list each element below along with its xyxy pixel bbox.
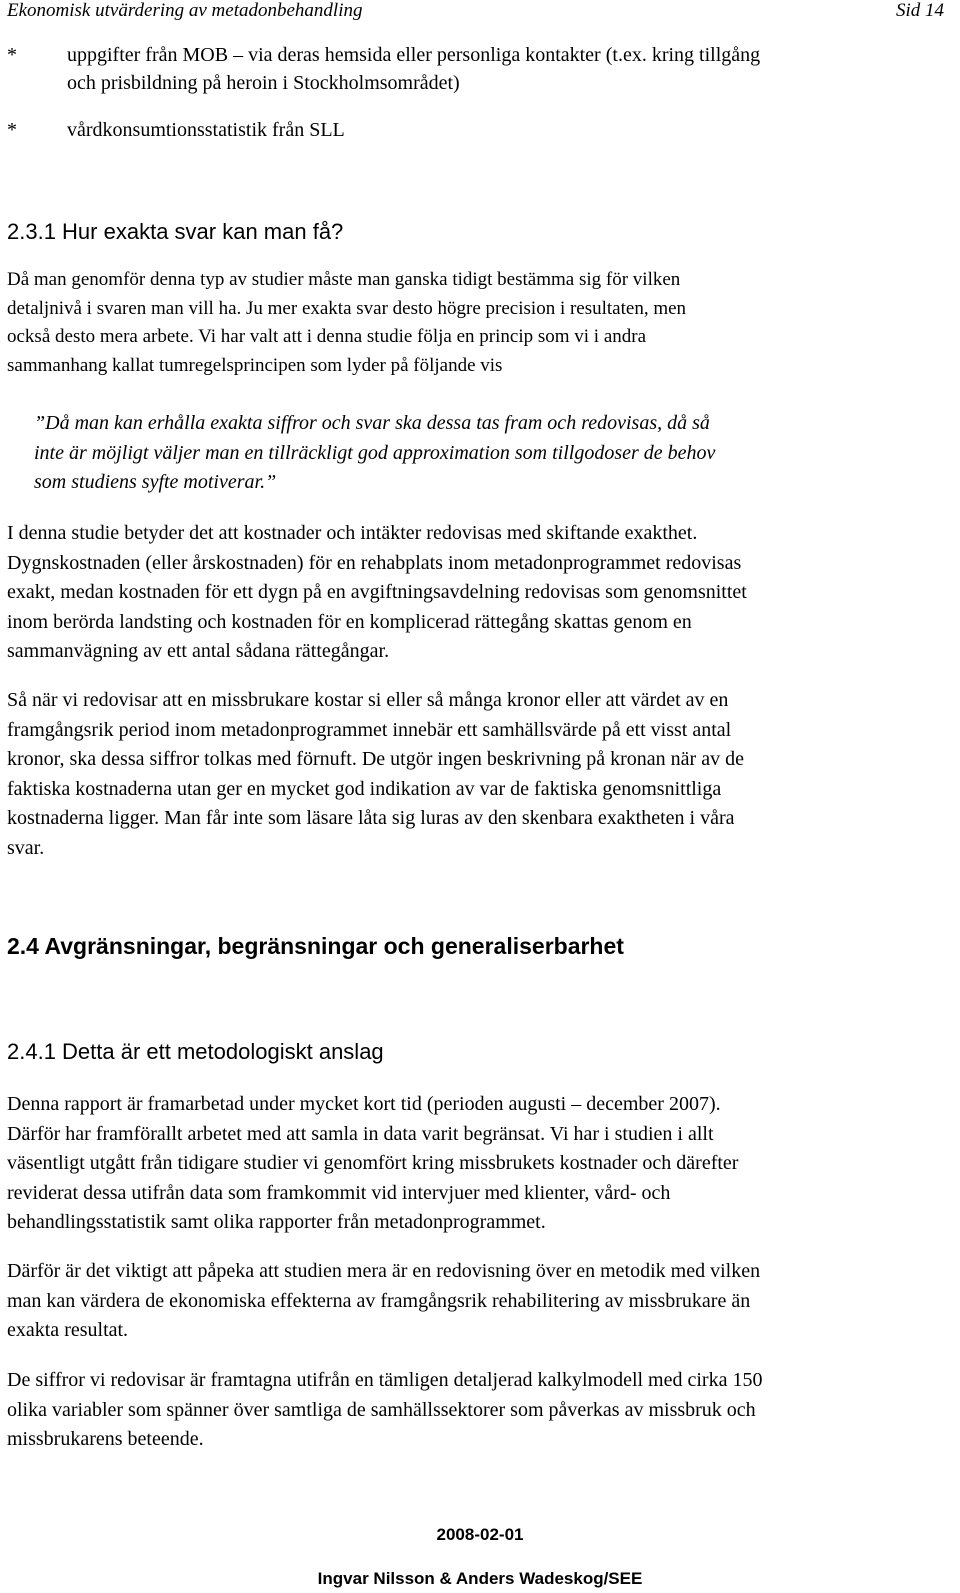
bullet-marker: * xyxy=(7,44,17,66)
running-header-title: Ekonomisk utvärdering av metadonbehandling xyxy=(7,0,363,21)
bullet-line: uppgifter från MOB – via deras hemsida eller personliga kontakter (t.ex. kring tillgång xyxy=(67,44,761,66)
paragraph-line: svar. xyxy=(7,836,45,859)
paragraph-line: man kan värdera de ekonomiska effekterna av framgångsrik rehabilitering av missbrukare än xyxy=(7,1289,751,1312)
quote-line: ”Då man kan erhålla exakta siffror och svar ska dessa tas fram och redovisas, då så xyxy=(34,412,710,434)
block-quote xyxy=(34,409,939,498)
quote-line: inte är möjligt väljer man en tillräckligt god approximation som tillgodoser de behov xyxy=(34,441,716,464)
footer-authors: Ingvar Nilsson & Anders Wadeskog/SEE xyxy=(317,1569,643,1588)
paragraph-line: reviderat dessa utifrån data som framkommit vid intervjuer med klienter, vård- och xyxy=(7,1181,671,1204)
bullet-item xyxy=(67,116,947,144)
paragraph-line: I denna studie betyder det att kostnader och intäkter redovisas med skiftande exakthet. xyxy=(7,522,698,544)
paragraph-line: Dygnskostnaden (eller årskostnaden) för en rehabplats inom metadonprogrammet redovisas xyxy=(7,551,742,574)
paragraph-line: faktiska kostnaderna utan ger en mycket god indikation av var de faktiska genomsnittliga xyxy=(7,777,722,800)
paragraph-line: kostnaderna ligger. Man får inte som läsare låta sig luras av den skenbara exaktheten i våra xyxy=(7,807,735,829)
section-heading-2-3-1: 2.3.1 Hur exakta svar kan man få? xyxy=(7,219,344,244)
bullet-item xyxy=(67,41,947,97)
paragraph-line: Då man genomför denna typ av studier måste man ganska tidigt bestämma sig för vilken xyxy=(7,269,681,290)
paragraph-line: kronor, ska dessa siffror tolkas med förnuft. De utgör ingen beskrivning på kronan när av de xyxy=(7,748,744,770)
paragraph xyxy=(7,1257,952,1346)
paragraph-line: sammanhang kallat tumregelsprincipen som lyder på följande vis xyxy=(7,354,503,376)
paragraph-line: missbrukarens beteende. xyxy=(7,1428,204,1450)
paragraph-line: också desto mera arbete. Vi har valt att i denna studie följa en princip som vi i andra xyxy=(7,326,647,347)
paragraph-line: behandlingsstatistik samt olika rapporter från metadonprogrammet. xyxy=(7,1211,546,1233)
paragraph-line: Därför har framförallt arbetet med att samla in data varit begränsat. Vi har i studien i allt xyxy=(7,1122,714,1145)
paragraph-line: olika variabler som spänner över samtliga de samhällssektorer som påverkas av missbruk och xyxy=(7,1398,756,1421)
paragraph xyxy=(7,1090,952,1238)
paragraph-line: exakta resultat. xyxy=(7,1319,129,1341)
paragraph-line: De siffror vi redovisar är framtagna utifrån en tämligen detaljerad kalkylmodell med cirka 150 xyxy=(7,1369,763,1391)
paragraph xyxy=(7,686,952,863)
quote-line: som studiens syfte motiverar.” xyxy=(34,471,277,493)
paragraph-line: Därför är det viktigt att påpeka att studien mera är en redovisning över en metodik med vilken xyxy=(7,1260,761,1282)
section-heading-2-4-1: 2.4.1 Detta är ett metodologiskt anslag xyxy=(7,1039,384,1064)
bullet-line: vårdkonsumtionsstatistik från SLL xyxy=(67,119,345,141)
paragraph xyxy=(7,266,952,380)
footer-date: 2008-02-01 xyxy=(436,1525,524,1544)
paragraph-line: Så när vi redovisar att en missbrukare kostar si eller så många kronor eller att värdet av en xyxy=(7,689,729,711)
bullet-marker: * xyxy=(7,119,17,141)
paragraph xyxy=(7,1366,952,1455)
paragraph xyxy=(7,519,952,667)
page-number: Sid 14 xyxy=(895,0,944,21)
paragraph-line: inom berörda landsting och kostnaden för en komplicerad rättegång skattas genom en xyxy=(7,610,692,633)
paragraph-line: exakt, medan kostnaden för ett dygn på en avgiftningsavdelning redovisas som genomsnittet xyxy=(7,581,747,603)
paragraph-line: sammanvägning av ett antal sådana rättegångar. xyxy=(7,640,390,662)
bullet-line: och prisbildning på heroin i Stockholmsområdet) xyxy=(67,72,460,94)
paragraph-line: detaljnivå i svaren man vill ha. Ju mer exakta svar desto högre precision i resultaten, men xyxy=(7,297,687,319)
paragraph-line: Denna rapport är framarbetad under mycket kort tid (perioden augusti – december 2007). xyxy=(7,1093,721,1115)
section-heading-2-4: 2.4 Avgränsningar, begränsningar och generaliserbarhet xyxy=(7,933,624,959)
paragraph-line: framgångsrik period inom metadonprogrammet innebär ett samhällsvärde på ett visst antal xyxy=(7,718,732,741)
paragraph-line: väsentligt utgått från tidigare studier vi genomfört kring missbrukets kostnader och därefter xyxy=(7,1152,739,1174)
